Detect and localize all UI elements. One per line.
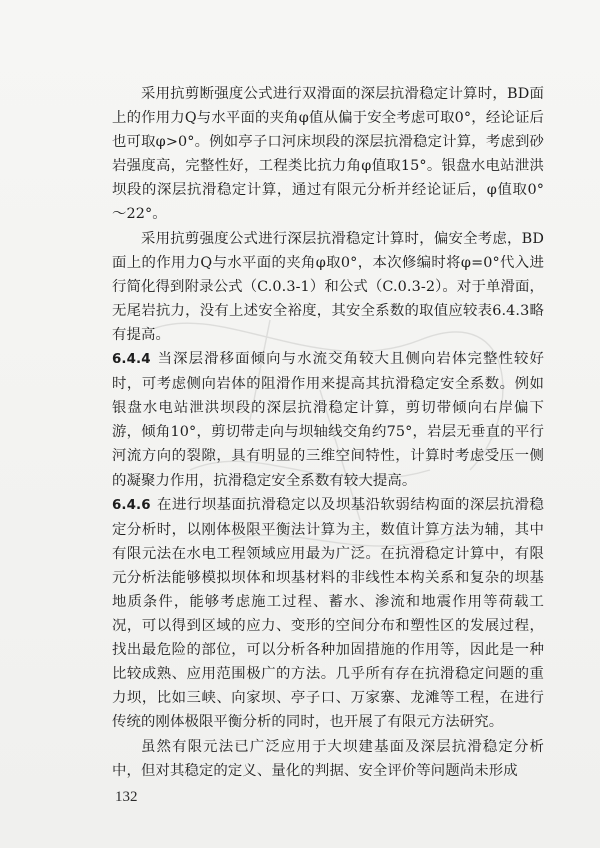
paragraph-4	[112, 493, 544, 735]
paragraph-text: 在进行坝基面抗滑稳定以及坝基沿软弱结构面的深层抗滑稳定分析时，以刚体极限平衡法计算为主，数值计算方法为辅，其中有限元法在水电工程领域应用最为广泛。在抗滑稳定计算中，有限元分析法能够模拟坝体和坝基材料的非线性本构关系和复杂的坝基地质条件，能够考虑施工过程、蓄水、渗流和地震作用等荷载工况，可以得到区域的应力、变形的空间分布和塑性区的发展过程，找出最危险的部位，可以分析各种加固措施的作用等，因此是一种比较成熟、应用范围极广的方法。几乎所有存在抗滑稳定问题的重力坝，比如三峡、向家坝、亭子口、万家寨、龙滩等工程，在进行传统的刚体极限平衡分析的同时，也开展了有限元方法研究。	[112, 496, 544, 731]
paragraph-5	[112, 735, 544, 783]
paragraph-text: 采用抗剪强度公式进行深层抗滑稳定计算时，偏安全考虑，BD面上的作用力Q与水平面的夹角φ取0°，本次修编时将φ=0°代入进行简化得到附录公式（C.0.3-1）和公式（C.0.3-2）。对于单滑面，无尾岩抗力，没有上述安全裕度，其安全系数的取值应较表6.4.3略有提高。	[112, 230, 544, 343]
paragraph-text: 当深层滑移面倾向与水流交角较大且侧向岩体完整性较好时，可考虑侧向岩体的阻滑作用来提高其抗滑稳定安全系数。例如银盘水电站泄洪坝段的深层抗滑稳定计算，剪切带倾向右岸偏下游，倾角10°，剪切带走向与坝轴线交角约75°，岩层无垂直的平行河流方向的裂隙，具有明显的三维空间特性，计算时考虑受压一侧的凝聚力作用，抗滑稳定安全系数有较大提高。	[112, 351, 544, 489]
body-text	[112, 82, 544, 783]
paragraph-1	[112, 82, 544, 227]
paragraph-2	[112, 227, 544, 347]
paragraph-text: 采用抗剪断强度公式进行双滑面的深层抗滑稳定计算时，BD面上的作用力Q与水平面的夹角φ值从偏于安全考虑可取0°，经论证后也可取φ>0°。例如亭子口河床坝段的深层抗滑稳定计算，考虑到砂岩强度高，完整性好，工程类比抗力角φ值取15°。银盘水电站泄洪坝段的深层抗滑稳定计算，通过有限元分析并经论证后，φ值取0°～22°。	[112, 86, 544, 223]
paragraph-text: 虽然有限元法已广泛应用于大坝建基面及深层抗滑稳定分析中，但对其稳定的定义、量化的判据、安全评价等问题尚未形成	[112, 738, 544, 779]
section-number: 6.4.6	[112, 497, 151, 513]
section-number: 6.4.4	[112, 352, 151, 368]
paragraph-3	[112, 347, 544, 493]
page-number: 132	[115, 789, 138, 805]
